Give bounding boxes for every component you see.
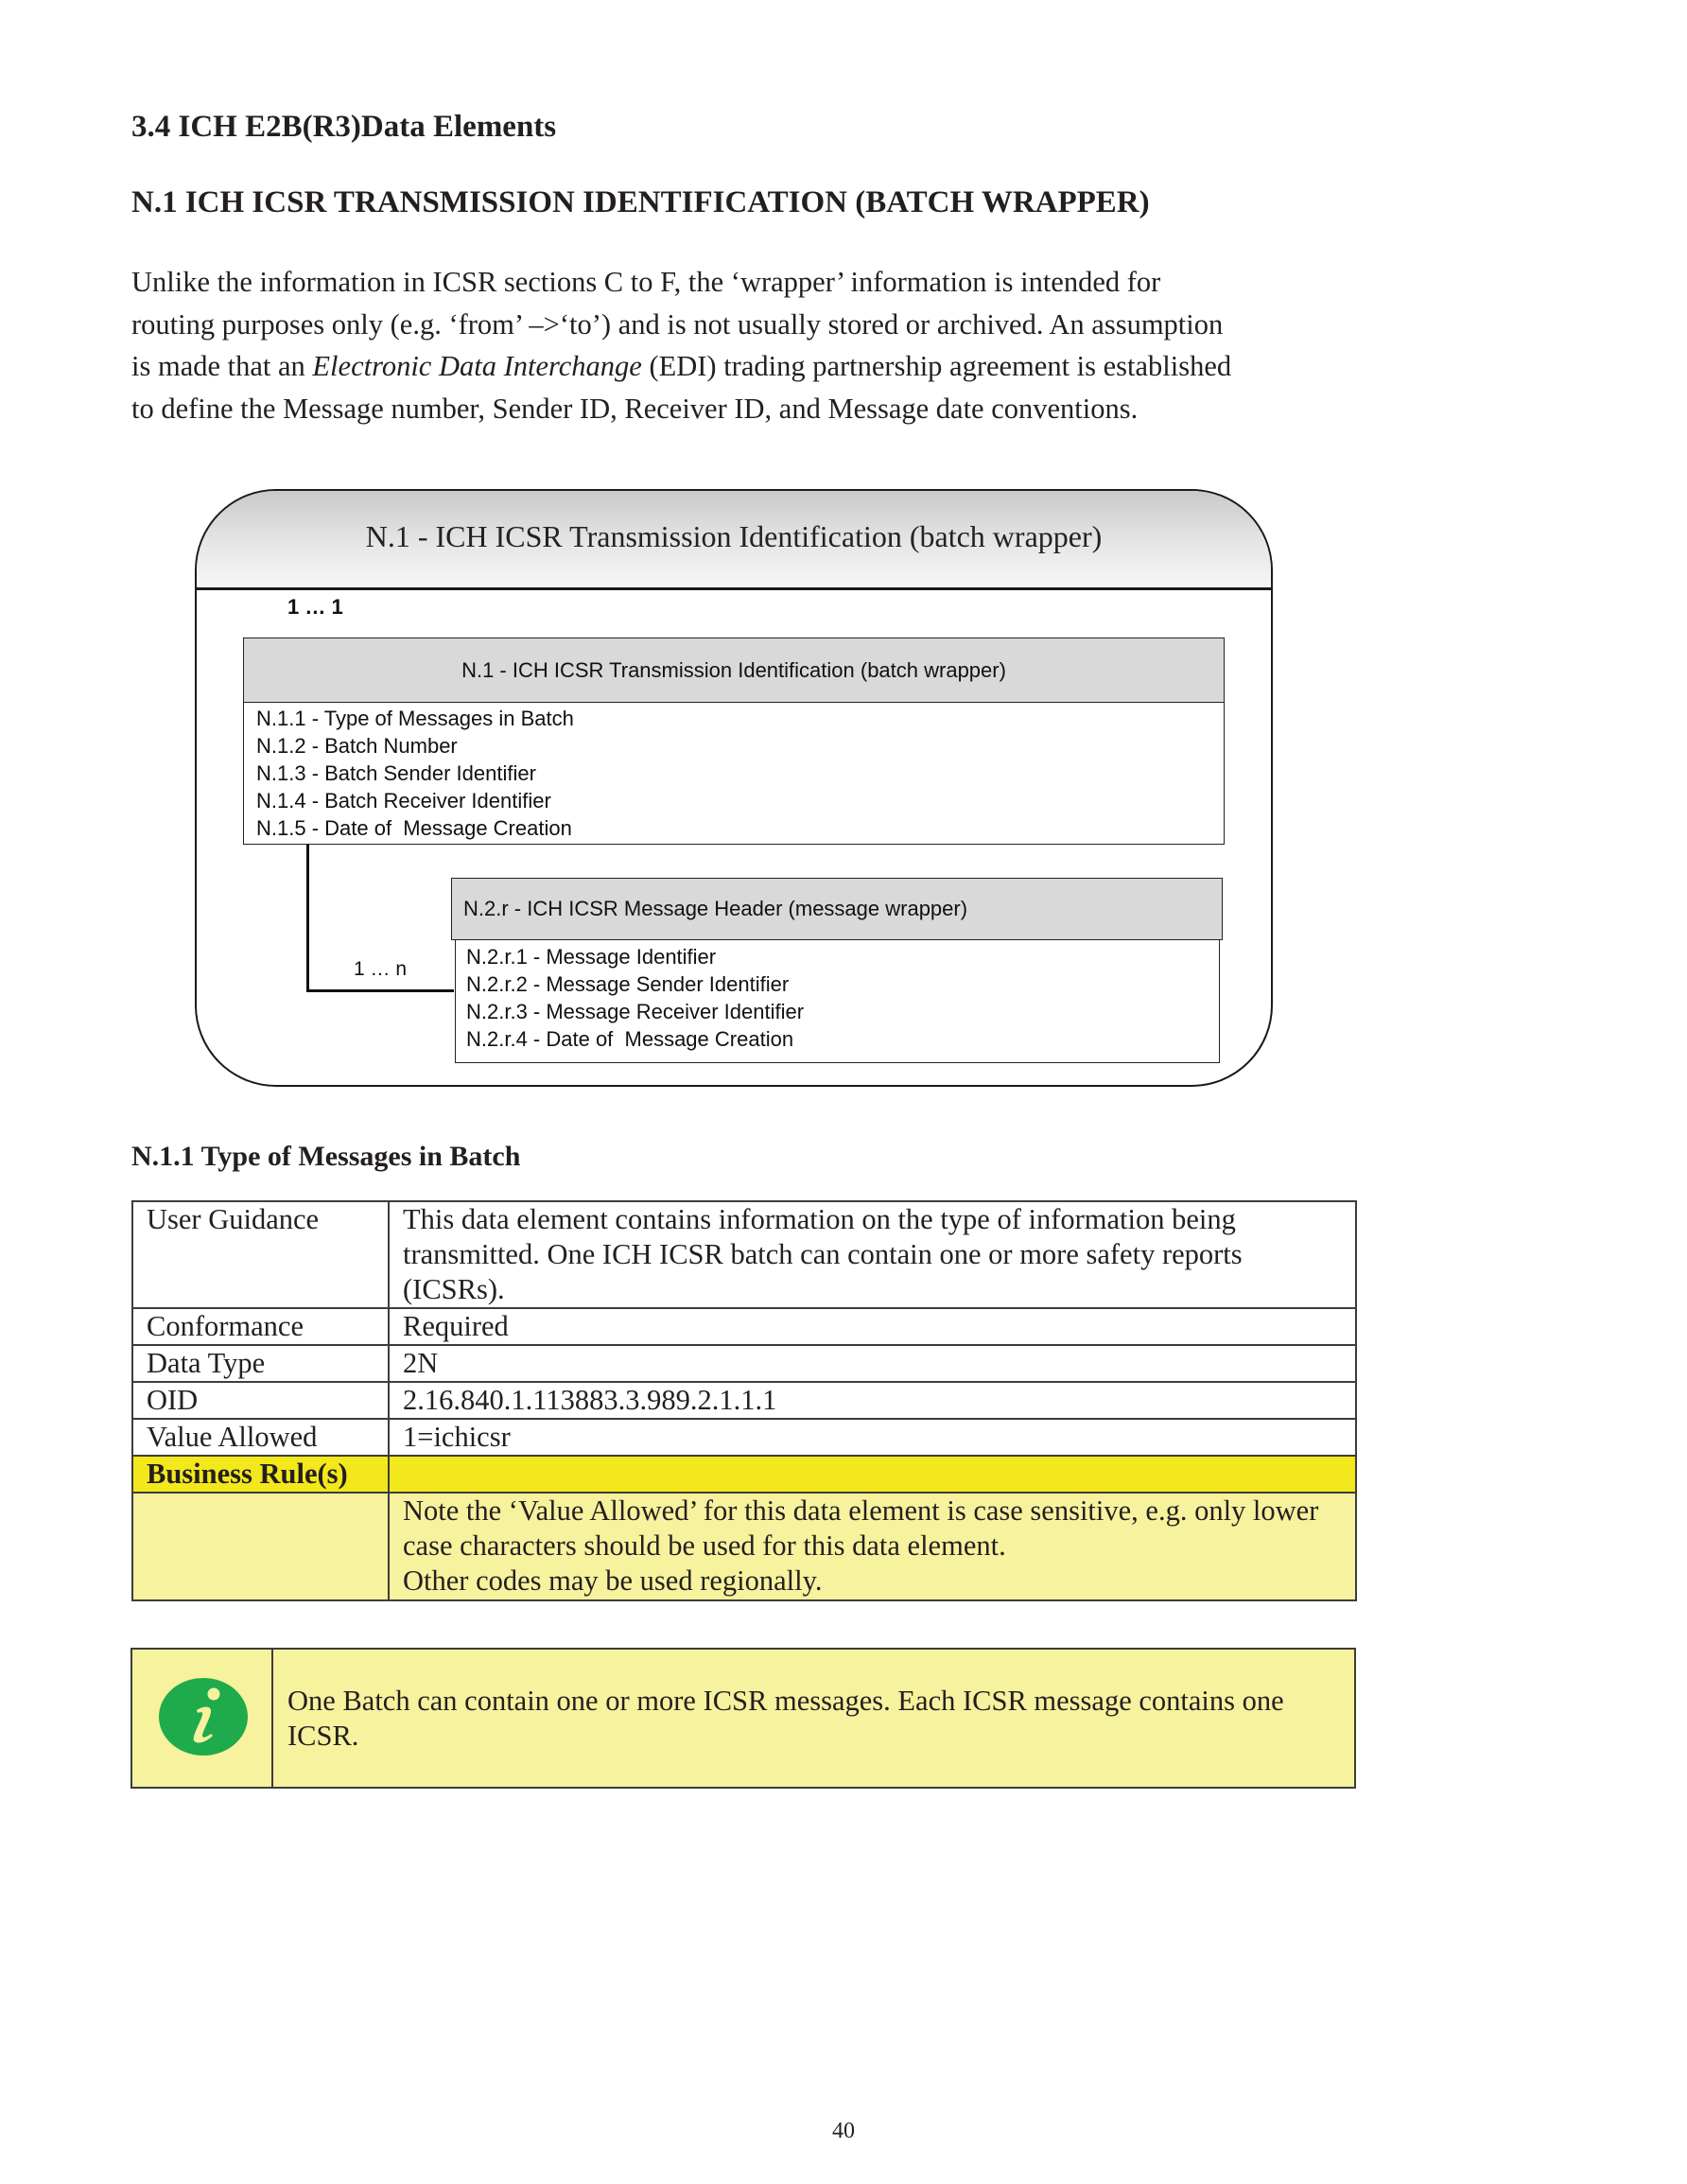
- row-label: Value Allowed: [132, 1419, 389, 1456]
- message-box-items: [456, 940, 1219, 1053]
- batch-box-items: [244, 703, 1224, 842]
- business-rules-row: [132, 1493, 1356, 1600]
- diagram-outer-header: [197, 491, 1271, 590]
- row-value: 2N: [389, 1345, 1356, 1382]
- row-value: 1=ichicsr: [389, 1419, 1356, 1456]
- info-icon: [159, 1678, 248, 1756]
- table-row: [132, 1382, 1356, 1419]
- business-rule-line: Other codes may be used regionally.: [403, 1564, 823, 1597]
- business-rules-header-empty: [389, 1456, 1356, 1493]
- row-value: Required: [389, 1308, 1356, 1345]
- diagram-outer-title: N.1 - ICH ICSR Transmission Identification (batch wrapper): [365, 519, 1103, 553]
- row-value: 2.16.840.1.113883.3.989.2.1.1.1: [389, 1382, 1356, 1419]
- business-rule-line: Note the ‘Value Allowed’ for this data element is case sensitive, e.g. only lower case characters should be used for this data element.: [403, 1494, 1319, 1562]
- table-row: [132, 1345, 1356, 1382]
- connector-line-vertical: [306, 845, 309, 992]
- batch-item: N.1.1 - Type of Messages in Batch: [256, 707, 574, 730]
- message-item: N.2.r.4 - Date of Message Creation: [466, 1027, 794, 1051]
- connector-line-horizontal: [306, 989, 454, 992]
- business-rules-empty-cell: [132, 1493, 389, 1600]
- multiplicity-one-to-one: 1 … 1: [287, 595, 343, 619]
- intro-paragraph: [131, 261, 1380, 429]
- batch-box: [243, 638, 1225, 845]
- message-item: N.2.r.2 - Message Sender Identifier: [466, 972, 790, 996]
- business-rules-header-row: [132, 1456, 1356, 1493]
- batch-item: N.1.3 - Batch Sender Identifier: [256, 761, 536, 785]
- message-item: N.2.r.3 - Message Receiver Identifier: [466, 1000, 805, 1023]
- row-label: Conformance: [132, 1308, 389, 1345]
- business-rules-text: [389, 1493, 1356, 1600]
- row-label: OID: [132, 1382, 389, 1419]
- intro-line: [131, 345, 1380, 388]
- intro-italic-term: Electronic Data Interchange: [312, 350, 642, 382]
- intro-line: to define the Message number, Sender ID, Receiver ID, and Message date conventions.: [131, 392, 1139, 425]
- batch-box-title: N.1 - ICH ICSR Transmission Identification (batch wrapper): [244, 638, 1224, 703]
- subsection-heading: N.1 ICH ICSR TRANSMISSION IDENTIFICATION (BATCH WRAPPER): [131, 185, 1150, 219]
- intro-line: Unlike the information in ICSR sections C to F, the ‘wrapper’ information is intended for: [131, 266, 1161, 298]
- info-icon-cell: [132, 1650, 273, 1787]
- table-row: [132, 1201, 1356, 1308]
- message-box: [455, 940, 1220, 1063]
- section-heading: 3.4 ICH E2B(R3)Data Elements: [131, 110, 557, 144]
- batch-wrapper-diagram: [195, 489, 1271, 1085]
- table-row: [132, 1419, 1356, 1456]
- intro-text: is made that an: [131, 350, 313, 382]
- business-rules-label: Business Rule(s): [132, 1456, 389, 1493]
- message-item: N.2.r.1 - Message Identifier: [466, 945, 717, 969]
- page-number: 40: [832, 2119, 855, 2143]
- row-label: User Guidance: [132, 1201, 389, 1308]
- data-element-table: [131, 1200, 1357, 1601]
- message-box-title: N.2.r - ICH ICSR Message Header (message wrapper): [451, 878, 1223, 940]
- intro-text: (EDI) trading partnership agreement is established: [641, 350, 1232, 382]
- batch-item: N.1.5 - Date of Message Creation: [256, 816, 572, 840]
- batch-item: N.1.4 - Batch Receiver Identifier: [256, 789, 551, 812]
- multiplicity-one-to-many: 1 … n: [354, 958, 408, 980]
- row-value: This data element contains information on the type of information being transmitted. One ICH ICSR batch can contain one or more safety reports (ICSRs).: [389, 1201, 1356, 1308]
- element-heading: N.1.1 Type of Messages in Batch: [131, 1141, 521, 1172]
- batch-item: N.1.2 - Batch Number: [256, 734, 458, 758]
- info-note-box: [130, 1648, 1356, 1789]
- row-label: Data Type: [132, 1345, 389, 1382]
- intro-line: routing purposes only (e.g. ‘from’ –>‘to’) and is not usually stored or archived. An assumption: [131, 307, 1224, 341]
- info-note-text: One Batch can contain one or more ICSR messages. Each ICSR message contains one ICSR.: [287, 1685, 1284, 1752]
- table-row: [132, 1308, 1356, 1345]
